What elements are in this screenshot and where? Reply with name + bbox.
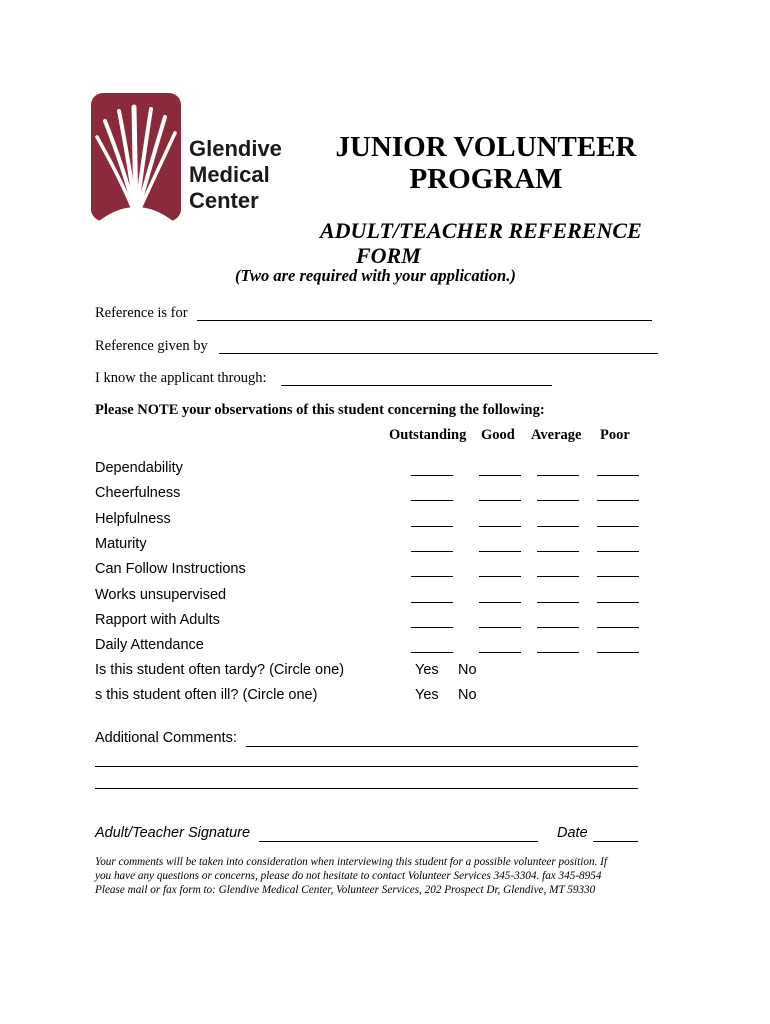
comments-line-3[interactable]: [95, 788, 638, 789]
rating-blank-poor[interactable]: [597, 500, 639, 501]
form-subtitle-line-1: ADULT/TEACHER REFERENCE: [320, 218, 642, 243]
rating-blank-good[interactable]: [479, 652, 521, 653]
rating-blank-average[interactable]: [537, 551, 579, 552]
rating-blank-poor[interactable]: [597, 652, 639, 653]
trait-label: Helpfulness: [95, 511, 171, 527]
form-title-line-1: JUNIOR VOLUNTEER: [335, 131, 637, 163]
trait-label: Works unsupervised: [95, 587, 227, 603]
logo-text-line-2: Medical: [189, 162, 270, 187]
footer-line-3: Please mail or fax form to: Glendive Medical Center, Volunteer Services, 202 Prospect Dr, Glendive, MT 59330: [95, 884, 596, 896]
rating-blank-poor[interactable]: [597, 551, 639, 552]
rating-blank-average[interactable]: [537, 500, 579, 501]
column-poor: Poor: [600, 427, 630, 443]
column-average: Average: [531, 427, 582, 443]
comments-line-1[interactable]: [246, 746, 638, 747]
column-good: Good: [481, 427, 515, 443]
rating-blank-average[interactable]: [537, 526, 579, 527]
rating-blank-average[interactable]: [537, 602, 579, 603]
rating-blank-good[interactable]: [479, 526, 521, 527]
reference-for-field[interactable]: [197, 320, 652, 321]
rating-blank-poor[interactable]: [597, 475, 639, 476]
trait-label: Rapport with Adults: [95, 612, 220, 628]
required-note: (Two are required with your application.): [235, 266, 516, 285]
column-outstanding: Outstanding: [389, 427, 467, 443]
rating-blank-outstanding[interactable]: [411, 526, 453, 527]
tardy-no-option[interactable]: No: [458, 662, 477, 678]
logo-text-line-3: Center: [189, 188, 259, 213]
rating-blank-poor[interactable]: [597, 602, 639, 603]
rating-blank-average[interactable]: [537, 576, 579, 577]
trait-label: Cheerfulness: [95, 485, 181, 501]
form-title-line-2: PROGRAM: [409, 163, 563, 195]
date-label: Date: [557, 825, 588, 841]
rating-blank-good[interactable]: [479, 602, 521, 603]
date-field[interactable]: [593, 841, 638, 842]
rating-blank-good[interactable]: [479, 551, 521, 552]
rating-blank-poor[interactable]: [597, 627, 639, 628]
signature-label: Adult/Teacher Signature: [95, 825, 251, 841]
rating-blank-outstanding[interactable]: [411, 576, 453, 577]
footer-line-1: Your comments will be taken into consideration when interviewing this student for a possible volunteer position. If: [95, 856, 608, 868]
trait-label: Can Follow Instructions: [95, 561, 246, 577]
reference-given-by-field[interactable]: [219, 353, 658, 354]
know-applicant-label: I know the applicant through:: [95, 370, 267, 386]
trait-label: Maturity: [95, 536, 147, 552]
rating-blank-average[interactable]: [537, 652, 579, 653]
tardy-yes-option[interactable]: Yes: [415, 662, 439, 678]
rating-blank-poor[interactable]: [597, 526, 639, 527]
reference-given-by-label: Reference given by: [95, 338, 208, 354]
rating-blank-outstanding[interactable]: [411, 652, 453, 653]
trait-label: Dependability: [95, 460, 183, 476]
reference-for-label: Reference is for: [95, 305, 188, 321]
observations-header: Please NOTE your observations of this student concerning the following:: [95, 402, 545, 418]
ill-question: s this student often ill? (Circle one): [95, 687, 318, 703]
glendive-medical-center-logo-icon: [91, 93, 181, 221]
rating-blank-average[interactable]: [537, 475, 579, 476]
rating-blank-good[interactable]: [479, 627, 521, 628]
rating-blank-poor[interactable]: [597, 576, 639, 577]
rating-blank-outstanding[interactable]: [411, 551, 453, 552]
rating-blank-outstanding[interactable]: [411, 627, 453, 628]
ill-yes-option[interactable]: Yes: [415, 687, 439, 703]
ill-no-option[interactable]: No: [458, 687, 477, 703]
tardy-question: Is this student often tardy? (Circle one): [95, 662, 345, 678]
trait-label: Daily Attendance: [95, 637, 204, 653]
logo-text-line-1: Glendive: [189, 136, 282, 161]
rating-blank-good[interactable]: [479, 576, 521, 577]
signature-field[interactable]: [259, 841, 538, 842]
know-applicant-field[interactable]: [281, 385, 552, 386]
rating-blank-outstanding[interactable]: [411, 500, 453, 501]
footer-line-2: you have any questions or concerns, please do not hesitate to contact Volunteer Services 345-3304. fax 345-8954: [95, 870, 602, 882]
rating-blank-good[interactable]: [479, 475, 521, 476]
rating-blank-outstanding[interactable]: [411, 602, 453, 603]
comments-line-2[interactable]: [95, 766, 638, 767]
rating-blank-average[interactable]: [537, 627, 579, 628]
form-subtitle-line-2: FORM: [356, 243, 421, 268]
rating-blank-good[interactable]: [479, 500, 521, 501]
rating-blank-outstanding[interactable]: [411, 475, 453, 476]
additional-comments-label: Additional Comments:: [95, 730, 237, 746]
